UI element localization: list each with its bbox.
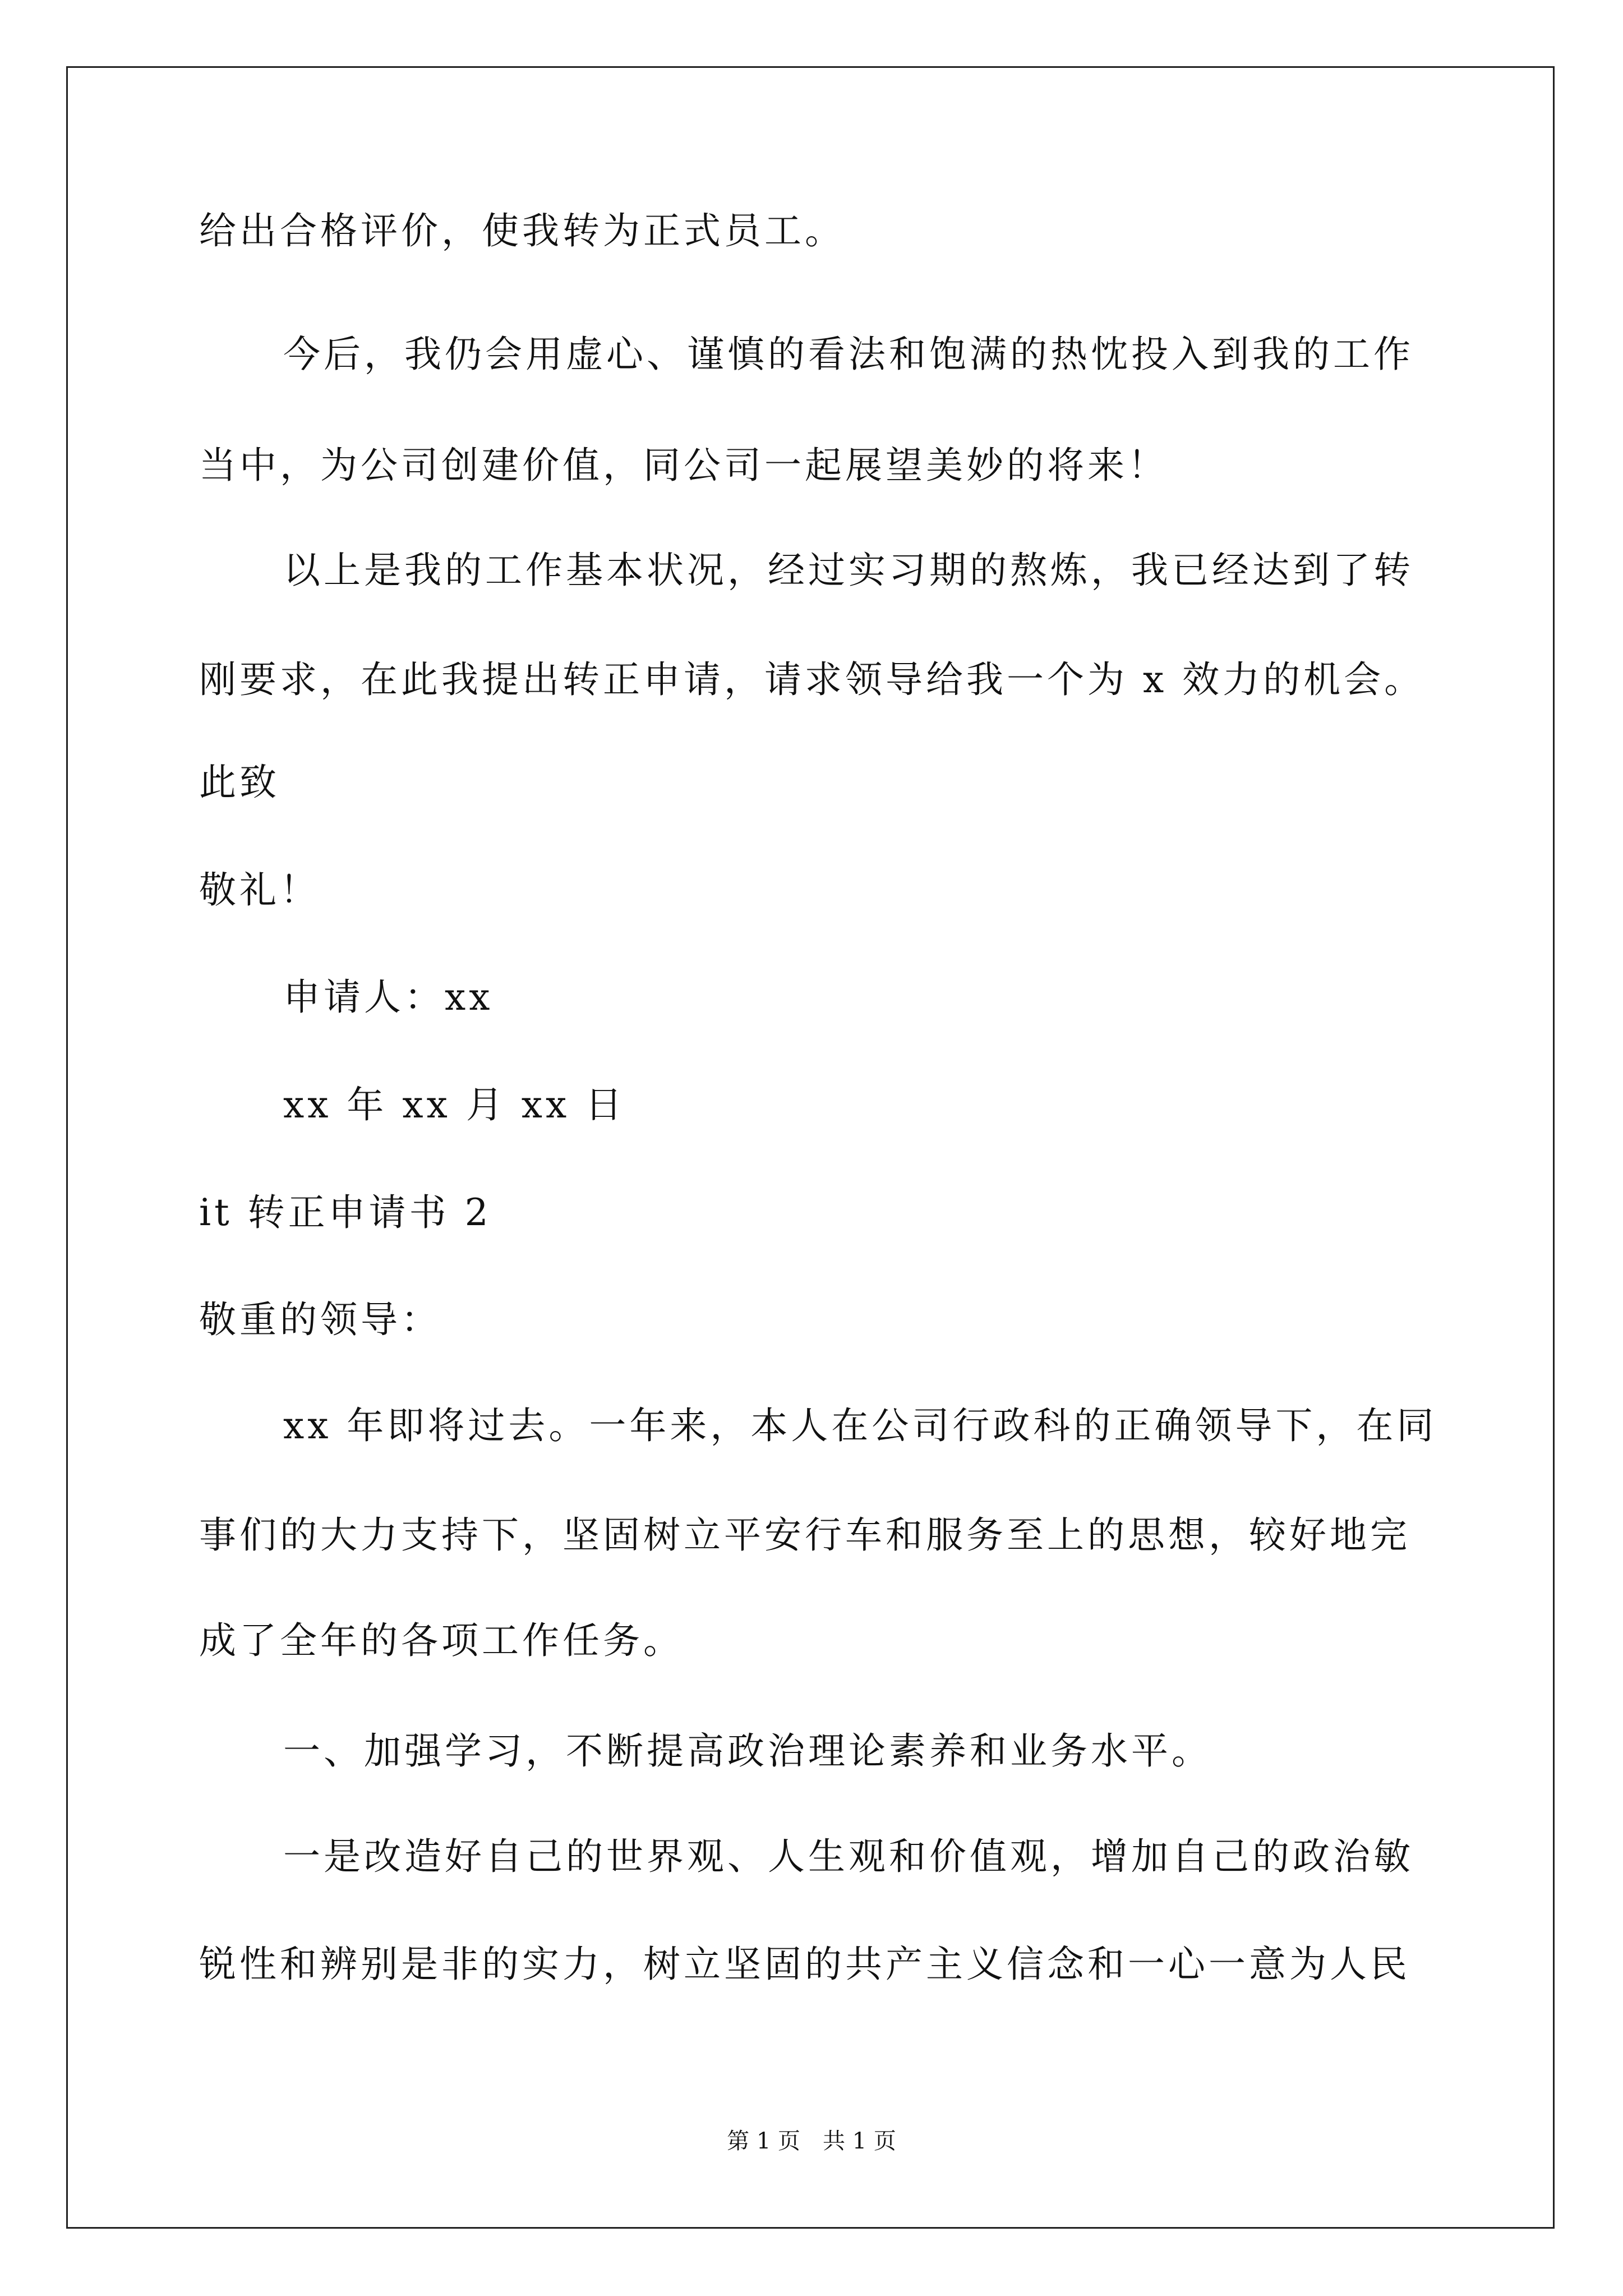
text-line: 敬礼！ [199,868,320,912]
text-line: 申请人：xx [283,976,494,1019]
text-line: 锐性和辨别是非的实力，树立坚固的共产主义信念和一心一意为人民 [199,1943,1410,1986]
text-line: 一、加强学习，不断提高政治理论素养和业务水平。 [283,1729,1212,1773]
text-line: 此致 [199,761,280,804]
text-line: xx 年 xx 月 xx 日 [283,1083,626,1126]
page-border [66,66,1555,2229]
text-line: xx 年即将过去。一年来，本人在公司行政科的正确领导下，在同 [283,1404,1437,1447]
text-line: 给出合格评价，使我转为正式员工。 [199,209,845,252]
text-line: 今后，我仍会用虚心、谨慎的看法和饱满的热忱投入到我的工作 [283,333,1414,376]
page-footer: 第 1 页 共 1 页 [727,2128,896,2154]
text-line: 事们的大力支持下，坚固树立平安行车和服务至上的思想，较好地完 [199,1513,1410,1557]
text-line: 一是改造好自己的世界观、人生观和价值观，增加自己的政治敏 [283,1835,1414,1878]
text-line: 成了全年的各项工作任务。 [199,1619,684,1662]
text-line: it 转正申请书 2 [199,1191,492,1234]
text-line: 当中，为公司创建价值，同公司一起展望美妙的将来！ [199,444,1168,487]
text-line: 刚要求，在此我提出转正申请，请求领导给我一个为 x 效力的机会。 [199,658,1425,701]
text-line: 以上是我的工作基本状况，经过实习期的熬炼，我已经达到了转 [283,549,1414,592]
text-line: 敬重的领导： [199,1298,441,1341]
